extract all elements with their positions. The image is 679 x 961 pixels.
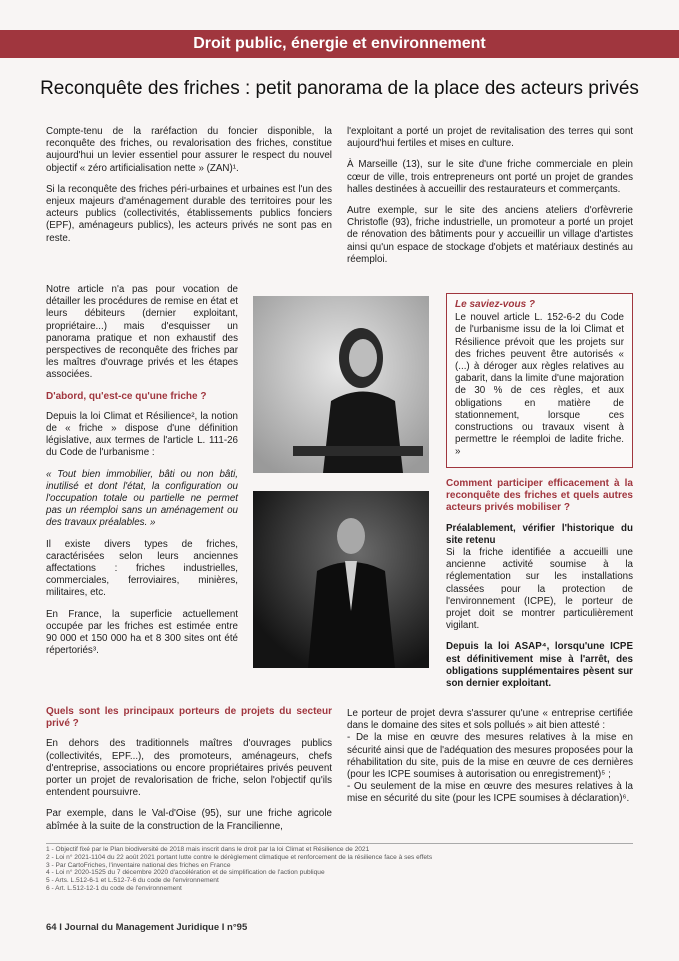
section-banner: Droit public, énergie et environnement (0, 30, 679, 58)
heading-friche-definition: D'abord, qu'est-ce qu'une friche ? (46, 390, 207, 402)
heading-private-actors: Quels sont les principaux porteurs de projets du secteur privé ? (46, 706, 332, 730)
paragraph-asap: Depuis la loi ASAP⁴, lorsqu'une ICPE est définitivement mise à l'arrêt, des obligations supplémentaires pèsent sur son dernier exploitant. (446, 641, 633, 690)
column-right-top (347, 126, 633, 275)
paragraph-measures-2: - Ou seulement de la mise en œuvre des mesures relatives à la mise en sécurité du site (pour les ICPE soumises à déclaration)⁶. (347, 781, 633, 805)
column-right-bottom (347, 708, 633, 815)
paragraph-measures-1: - De la mise en œuvre des mesures relatives à la mise en sécurité ainsi que de l'adéquation des mesures proposées pour la réhabilitation du site, puis de la mise en œuvre de ces dernières (pour les ICPE soumises à autorisation ou enregistrement)⁵ ; (347, 732, 633, 781)
column-left-narrow (46, 284, 238, 666)
column-left-top (46, 126, 332, 254)
portrait-photo-man (253, 491, 429, 668)
footnote-3: 3 - Par CartoFriches, l'inventaire national des friches en France (46, 861, 231, 869)
callout-title: Le saviez-vous ? (455, 299, 536, 310)
footnote-5: 5 - Arts. L.512-6-1 et L.512-7-6 du code de l'environnement (46, 877, 219, 885)
paragraph-christofle: Autre exemple, sur le site des anciens ateliers d'orfèvrerie Christofle (93), friche industrielle, un promoteur a porté un projet de rénovation des bâtiments pour y accueillir un village d'artistes ainsi qu'un espace de stockage d'objets et matériaux destinés au réemploi. (347, 205, 633, 265)
callout-box (446, 293, 633, 468)
footnote-1: 1 - Objectif fixé par le Plan biodiversité de 2018 mais inscrit dans le droit par la loi Climat et Résilience de 2021 (46, 846, 370, 853)
footnote-2: 2 - Loi n° 2021-1104 du 22 août 2021 portant lutte contre le dérèglement climatique et renforcement de la résilience face à ses effets (46, 853, 433, 861)
paragraph-intro: Compte-tenu de la raréfaction du foncier disponible, la reconquête des friches, ou revalorisation des friches, constitue aujourd'hui un levier essentiel pour assurer le respect du nouvel objectif « zéro artificialisation nette » (ZAN)¹. (46, 126, 332, 174)
paragraph-stakes: Si la reconquête des friches péri-urbaines et urbaines est l'un des enjeux majeurs d'aménagement durable des territoires pour les acteurs publics (collectivités, établissements publics fonciers (EPF), aménageurs publics), les acteurs privés ne sont pas en reste. (46, 183, 332, 244)
callout-text: Le nouvel article L. 152-6-2 du Code de l'urbanisme issu de la loi Climat et Résilience prévoit que les projets sur des friches peuvent être autorisés « (...) à déroger aux règles relatives au gabarit, dans la limite d'une majoration de 30 % de ces règles, et aux obligations en matière de stationnement, lorsque ces constructions ou travaux visent à permettre le réemploi de ladite friche. » (455, 312, 624, 458)
page-footer: 64 I Journal du Management Juridique I n°95 (46, 922, 248, 933)
paragraph-surface: En France, la superficie actuellement occupée par les friches est estimée entre 90 000 et 150 000 ha et 8 300 sites ont été répertoriés³. (46, 608, 238, 657)
paragraph-icpe: Si la friche identifiée a accueilli une ancienne activité soumise à la réglementation sur les installations classées pour la protection de l'environnement (ICPE), le porteur de projet doit se montrer particulièrement vigilant. (446, 547, 633, 632)
paragraph-example-valdoise: Par exemple, dans le Val-d'Oise (95), sur une friche agricole abîmée à la suite de la construction de la Francilienne, (46, 808, 332, 832)
paragraph-law: Depuis la loi Climat et Résilience², la notion de « friche » dispose d'une définition législative, aux termes de l'article L. 111-26 du Code de l'urbanisme : (46, 410, 238, 459)
paragraph-purpose: Notre article n'a pas pour vocation de détailler les procédures de remise en état et leurs débiteurs (dernier exploitant, propriétaire...) mais d'esquisser un panorama pratique et non exhaustif des perspectives de reconquête des friches par les maîtres d'ouvrage privés et les étapes associées. (46, 284, 238, 381)
heading-participate: Comment participer efficacement à la reconquête des friches et quels autres acteurs privés mobiliser ? (446, 478, 633, 514)
article-title: Reconquête des friches : petit panorama de la place des acteurs privés (40, 78, 639, 99)
quote-definition: « Tout bien immobilier, bâti ou non bâti, inutilisé et dont l'état, la configuration ou l'occupation totale ou partielle ne permet pas un réemploi sans un aménagement ou des travaux préalables. » (46, 468, 238, 529)
portrait-photo-woman (253, 296, 429, 473)
paragraph-certified: Le porteur de projet devra s'assurer qu'une « entreprise certifiée dans le domaine des sites et sols pollués » ait bien attesté : (347, 708, 633, 732)
column-left-bottom (46, 706, 332, 842)
paragraph-marseille: À Marseille (13), sur le site d'une friche commerciale en plein cœur de ville, trois entrepreneurs ont porté un projet de grandes halles destinées à accueillir des restaurateurs et commerçants. (347, 159, 633, 195)
paragraph-actors: En dehors des traditionnels maîtres d'ouvrages publics (collectivités, EPF...), des promoteurs, aménageurs, chefs d'entreprise, associations ou encore propriétaires privés peuvent porter un projet de revalorisation de friche, selon l'objectif qu'ils entendent poursuivre. (46, 738, 332, 799)
footnote-6: 6 - Art. L.512-12-1 du code de l'environnement (46, 884, 182, 892)
subheading-history: Préalablement, vérifier l'historique du site retenu (446, 522, 633, 546)
footnote-divider (46, 843, 633, 844)
footnotes (46, 846, 633, 893)
column-right-narrow (446, 478, 633, 690)
paragraph-types: Il existe divers types de friches, caractérisées selon leurs anciennes affectations : friches industrielles, commerciales, ferroviaires, minières, militaires, etc. (46, 538, 238, 599)
paragraph-revitalisation: l'exploitant a porté un projet de revitalisation des terres qui sont aujourd'hui fertiles et mises en culture. (347, 126, 633, 150)
footnote-4: 4 - Loi n° 2020-1525 du 7 décembre 2020 d'accélération et de simplification de l'action publique (46, 869, 325, 877)
